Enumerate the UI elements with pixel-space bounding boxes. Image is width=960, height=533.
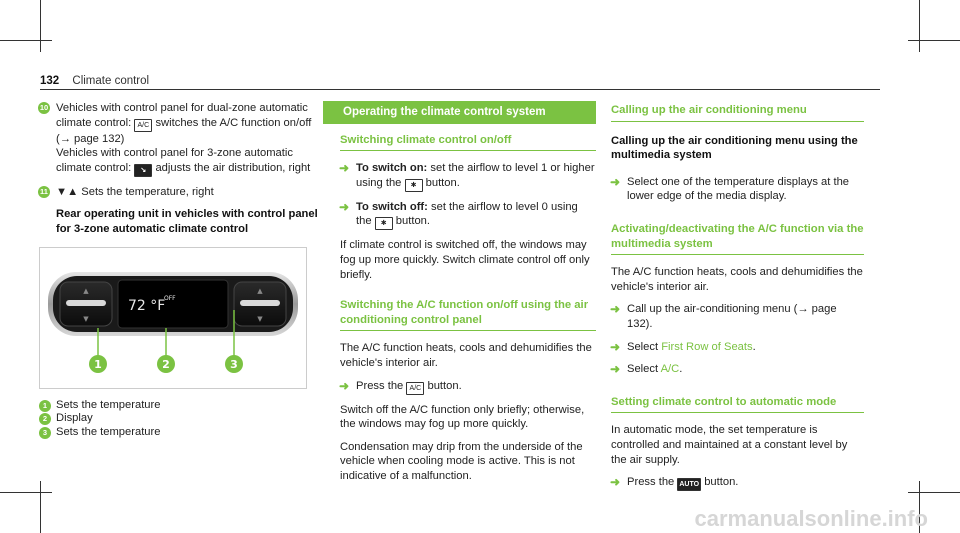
- step-switch-off: ➜ To switch off: set the airflow to level 0 using the ✱ button.: [340, 200, 596, 231]
- fan-button-icon: ✱: [405, 179, 423, 192]
- watermark: carmanualsonline.info: [694, 506, 928, 532]
- legend-item: 1 Sets the temperature: [56, 399, 324, 413]
- first-row-link[interactable]: First Row of Seats: [661, 340, 753, 353]
- page-title: Climate control: [72, 75, 150, 87]
- callout-2: 2: [162, 357, 170, 371]
- svg-text:▲: ▲: [257, 286, 263, 295]
- step-select-temp: ➜ Select one of the temperature displays at the lower edge of the media display.: [610, 174, 850, 203]
- ac-button-icon: A/C: [406, 382, 424, 395]
- crop-mark: [0, 492, 52, 493]
- fan-button-icon: ✱: [375, 217, 393, 230]
- air-distribution-icon: ↘: [134, 164, 152, 177]
- step-arrow-icon: ➜: [610, 302, 621, 317]
- section-band: Operating the climate control system: [323, 101, 596, 124]
- svg-text:▲: ▲: [83, 286, 89, 295]
- step-arrow-icon: ➜: [339, 199, 350, 214]
- step-press-auto: ➜ Press the AUTO button.: [610, 475, 739, 490]
- callout-badge: 2: [39, 413, 51, 425]
- step-arrow-icon: ➜: [610, 362, 621, 377]
- page-number: 132: [40, 75, 60, 87]
- callout-badge: 3: [39, 427, 51, 439]
- step-arrow-icon: ➜: [339, 378, 350, 393]
- display-off-label: OFF: [164, 294, 176, 302]
- header-rule: [40, 89, 880, 90]
- rear-control-panel-image: [39, 247, 307, 389]
- paragraph: In automatic mode, the set temperature is controlled and maintained at a constant level by the air supply.: [611, 424, 848, 466]
- paragraph: The A/C function heats, cools and dehumidifies the vehicle's interior air.: [340, 342, 592, 369]
- step-call-menu: ➜ Call up the air-conditioning menu (→ page 132).: [610, 302, 837, 330]
- page-header: [40, 74, 149, 89]
- step-arrow-icon: ➜: [610, 339, 621, 354]
- step-arrow-icon: ➜: [610, 475, 621, 490]
- list-item: [39, 101, 324, 177]
- step-select-row: ➜ Select First Row of Seats.: [610, 339, 756, 354]
- paragraph: Switch off the A/C function only briefly; otherwise, the windows may fog up more quickly.: [340, 403, 585, 431]
- crop-mark: [0, 40, 52, 41]
- step-arrow-icon: ➜: [610, 174, 621, 189]
- column-3: [611, 101, 864, 499]
- callout-3: 3: [230, 357, 238, 371]
- paragraph: The A/C function heats, cools and dehumidifies the vehicle's interior air.: [611, 266, 863, 293]
- step-switch-on: ➜ To switch on: set the airflow to level 1 or higher using the ✱ button.: [340, 161, 596, 192]
- heading-activate: Activating/deactivating the A/C function via the multimedia system: [611, 222, 864, 255]
- svg-text:▼: ▼: [257, 314, 263, 323]
- auto-button-icon: AUTO: [677, 478, 701, 491]
- step-select-ac: ➜ Select A/C.: [610, 362, 683, 377]
- crop-mark: [919, 0, 920, 52]
- callout-badge: 10: [39, 103, 49, 112]
- heading-menu: Calling up the air conditioning menu: [611, 103, 864, 122]
- heading-ac-panel: Switching the A/C function on/off using the air conditioning control panel: [340, 298, 596, 331]
- crop-mark: [40, 0, 41, 52]
- item-text: Vehicles with control panel for dual-zone automatic climate control: A/C switches the A/C function on/off (→ page 132) Vehicles with control panel for 3-zone automatic climate control: ↘ adjusts the air distribution, right: [56, 101, 324, 177]
- display-temperature: 72 °F: [128, 297, 166, 314]
- heading-switch-on-off: Switching climate control on/off: [340, 133, 596, 152]
- column-2: [340, 101, 596, 492]
- crop-mark: [908, 492, 960, 493]
- legend-item: 2 Display: [56, 412, 324, 426]
- subheading-menu: Calling up the air conditioning menu using the multimedia system: [611, 134, 858, 162]
- paragraph: If climate control is switched off, the windows may fog up more quickly. Switch climate control off only briefly.: [340, 239, 590, 281]
- callout-badge: 1: [39, 400, 51, 412]
- svg-text:▼: ▼: [83, 314, 89, 323]
- legend-item: 3 Sets the temperature: [56, 426, 324, 440]
- paragraph: Condensation may drip from the underside of the vehicle when cooling mode is active. This is not indicative of a malfunction.: [340, 440, 583, 482]
- rear-unit-heading: Rear operating unit in vehicles with control panel for 3-zone automatic climate control: [56, 208, 318, 235]
- ac-link[interactable]: A/C: [660, 363, 680, 376]
- rear-control-panel-illustration: [40, 248, 306, 388]
- up-down-arrow-icon: ▼▲: [56, 185, 79, 198]
- crop-mark: [40, 481, 41, 533]
- callout-badge: 11: [38, 186, 50, 198]
- heading-auto: Setting climate control to automatic mode: [611, 395, 864, 414]
- ac-button-icon: A/C: [134, 119, 152, 132]
- item-text: ▼▲ Sets the temperature, right: [56, 185, 214, 198]
- crop-mark: [908, 40, 960, 41]
- list-item: [40, 185, 324, 200]
- column-1: [39, 101, 324, 439]
- step-arrow-icon: ➜: [339, 161, 350, 176]
- callout-1: 1: [94, 357, 102, 371]
- step-press-ac: ➜ Press the A/C button.: [339, 378, 462, 393]
